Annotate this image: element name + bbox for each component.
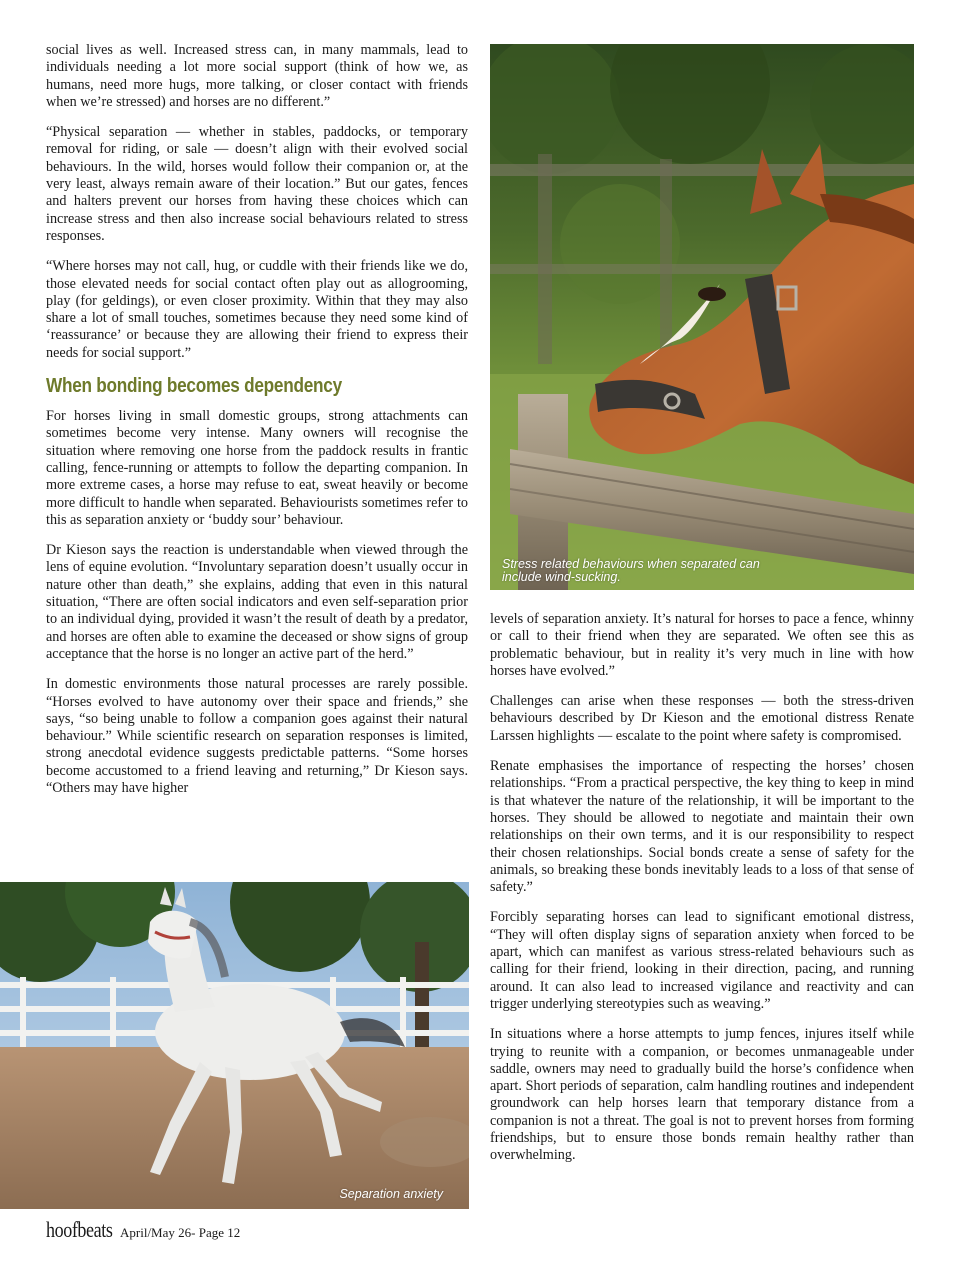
- photo-chestnut-horse: [490, 44, 914, 590]
- body-paragraph: In situations where a horse attempts to jump fences, injures itself while trying to reunite with a companion, or becomes unmanageable under saddle, owners may need to gradually build the horse’s confidence when apart. Short periods of separation, calm handling routines and independent groundwork can help horses learn that temporary distance from a companion is not a threat. The goal is not to prevent horses from forming friendships, but to ensure those bonds remain healthy rather than overwhelming.: [490, 1026, 914, 1164]
- white-horse-illustration: [0, 882, 469, 1209]
- body-paragraph: “Where horses may not call, hug, or cuddle with their friends like we do, those elevated needs for social contact often play out as allogrooming, play (for geldings), or even closer proximity. Within that they may also share a lot of small touches, sometimes because they need some kind of ‘reassurance’ or because they are allowing their friend to express their needs for social support.”: [46, 258, 468, 361]
- body-paragraph: levels of separation anxiety. It’s natural for horses to pace a fence, whinny or call to their friend when they are separated. We often see this as problematic behaviour, but in reality it’s very much in line with how horses have evolved.”: [490, 611, 914, 679]
- section-subheading: When bonding becomes dependency: [46, 375, 342, 398]
- magazine-logo: hoofbeats: [46, 1217, 113, 1242]
- issue-page-number: April/May 26- Page 12: [120, 1225, 241, 1240]
- body-paragraph: social lives as well. Increased stress can, in many mammals, lead to individuals needing a lot more social support (think of how we, as humans, need more hugs, more talking, or closer contact with friends when we’re stressed) and horses are no different.”: [46, 42, 468, 110]
- body-paragraph: Challenges can arise when these responses — both the stress-driven behaviours described by Dr Kieson and the emotional distress Renate Larssen highlights — escalate to the point where safety is compromised.: [490, 693, 914, 744]
- body-paragraph: Forcibly separating horses can lead to significant emotional distress, “They will often display signs of separation anxiety when forced to be apart, which can manifest as various stress-related behaviours such as calling for their friend, looking in their direction, pacing, and running around. It can also lead to increased vigilance and reactivity and can trigger underlying stereotypies such as weaving.”: [490, 909, 914, 1012]
- body-paragraph: In domestic environments those natural processes are rarely possible. “Horses evolved to have autonomy over their space and friends,” she says, “so being unable to follow a companion goes against their natural behaviour.” While scientific research on separation responses is limited, strong anecdotal evidence suggests predictable patterns. “Some horses become accustomed to a friend leaving and returning,” Dr Kieson says. “Others may have higher: [46, 676, 468, 796]
- body-paragraph: “Physical separation — whether in stables, paddocks, or temporary removal for riding, or sale — doesn’t align with their evolved social behaviours. In the wild, horses would follow their companion or, at the very least, always remain aware of their location.” But our gates, fences and halters prevent our horses from having these choices which can increase stress and then also increase social behaviours related to stress responses.: [46, 124, 468, 244]
- photo-white-horse: [0, 882, 469, 1209]
- body-paragraph: Dr Kieson says the reaction is understandable when viewed through the lens of equine evolution. “Involuntary separation doesn’t usually occur in nature other than death,” she explains, adding that even in this natural situation, “There are often social indicators and even self-separation prior to an individual dying, provided it wasn’t the result of death by a predator, and horses are often able to examine the deceased or show signs of group acceptance that the horse is no longer an active part of the herd.”: [46, 542, 468, 662]
- page-footer: [46, 1217, 240, 1243]
- body-paragraph: Renate emphasises the importance of respecting the horses’ chosen relationships. “From a practical perspective, the key thing to keep in mind is that whatever the nature of the relationship, it will be important to the horses. They should be allowed to negotiate and maintain their own relationships on their own terms, and it is our responsibility to respect their chosen relationships. Social bonds create a sense of safety for the animals, so breaking these bonds inevitably leads to a loss of that sense of safety.”: [490, 758, 914, 896]
- chestnut-horse-illustration: [490, 44, 914, 590]
- body-paragraph: For horses living in small domestic groups, strong attachments can sometimes become very intense. Many owners will recognise the situation where removing one horse from the paddock results in frantic calling, fence-running or attempts to follow the departing companion. In more extreme cases, a horse may refuse to eat, sweat heavily or become more difficult to handle when separated. Behaviourists sometimes refer to this as separation anxiety or ‘buddy sour’ behaviour.: [46, 408, 468, 528]
- photo-caption: Separation anxiety: [339, 1187, 443, 1201]
- right-text-column: [490, 611, 914, 1178]
- photo-caption: Stress related behaviours when separated can include wind-sucking.: [502, 557, 760, 584]
- left-text-column: [46, 42, 468, 810]
